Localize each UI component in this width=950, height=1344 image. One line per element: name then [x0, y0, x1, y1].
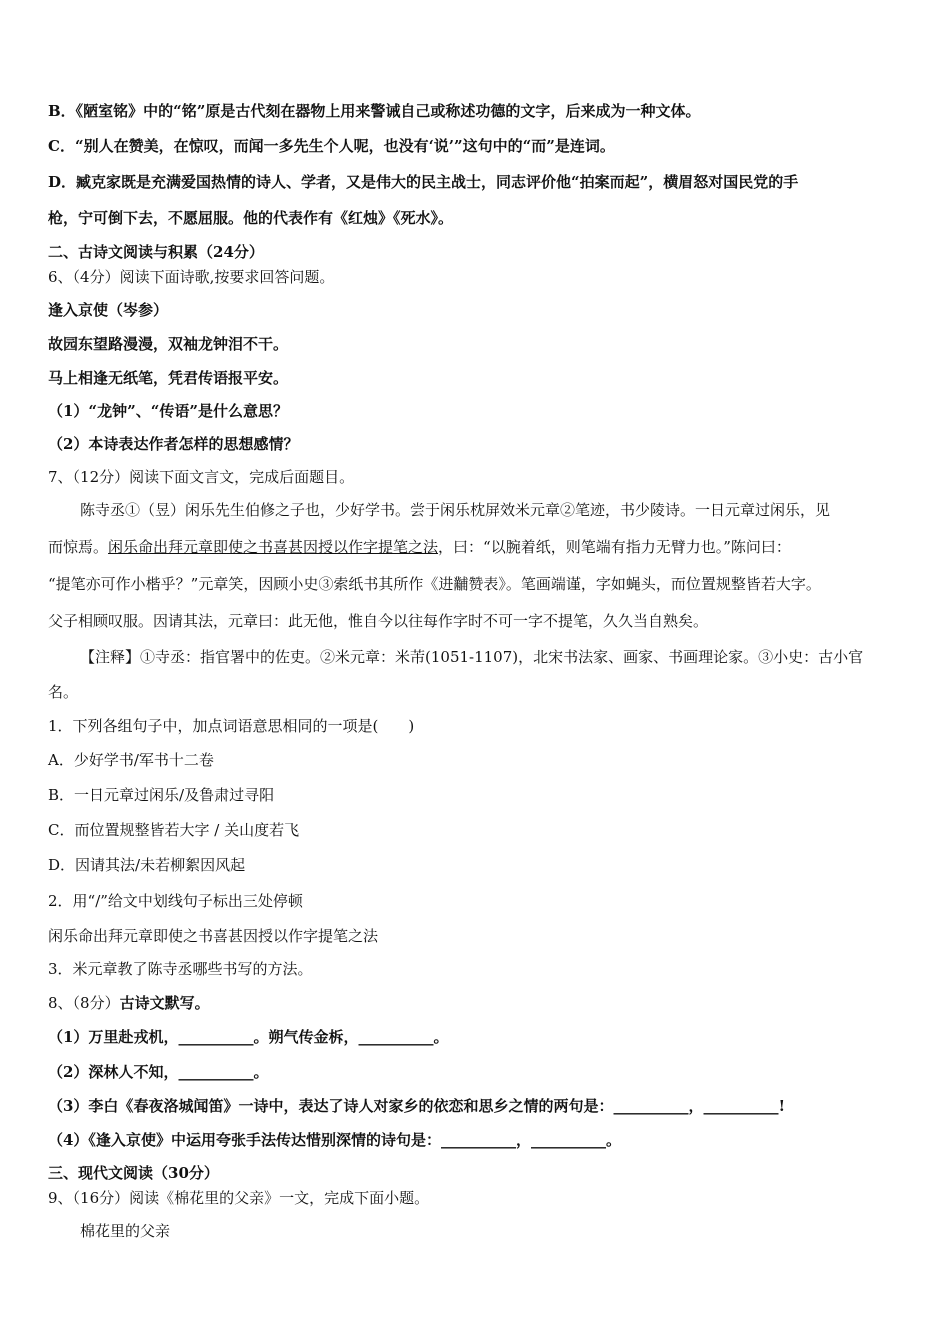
underlined-sentence: 闲乐命出拜元章即使之书喜甚因授以作字提笔之法 [108, 538, 439, 556]
q6-stem: 6、（4分）阅读下面诗歌,按要求回答问题。 [48, 268, 335, 286]
passage-line2-pre: 而惊焉。 [48, 538, 109, 556]
passage-line3: “提笔亦可作小楷乎？”元章笑，因顾小史③索纸书其所作《进黼赞表》。笔画端谨，字如蝇头，而位置规整皆若大字。 [48, 575, 821, 593]
q7-stem: 7、（12分）阅读下面文言文，完成后面题目。 [48, 468, 355, 486]
q7-sub1-option-d: D．因请其法/未若柳絮因风起 [48, 856, 246, 874]
q7-sub1-option-b: B．一日元章过闲乐/及鲁肃过寻阳 [48, 786, 275, 804]
q8-item2: （2）深林人不知，__________。 [48, 1063, 269, 1081]
poem-line1: 故园东望路漫漫，双袖龙钟泪不干。 [48, 335, 289, 353]
q7-sub1: 1．下列各组句子中，加点词语意思相同的一项是( ) [48, 717, 415, 735]
option-d-line2: 枪，宁可倒下去，不愿屈服。他的代表作有《红烛》《死水》。 [48, 209, 454, 227]
q9-stem: 9、（16分）阅读《棉花里的父亲》一文，完成下面小题。 [48, 1189, 430, 1207]
q6-sub2: （2）本诗表达作者怎样的思想感情？ [48, 435, 299, 453]
section3-title: 三、现代文阅读（30分） [48, 1164, 219, 1182]
q8-stem [48, 993, 910, 1013]
q7-sub3: 3．米元章教了陈寺丞哪些书写的方法。 [48, 960, 313, 978]
option-d-line1: D．臧克家既是充满爱国热情的诗人、学者，又是伟大的民主战士，同志评价他“拍案而起”，横眉怒对国民党的手 [48, 173, 799, 191]
q6-sub1: （1）“龙钟”、“传语”是什么意思？ [48, 402, 288, 420]
option-b: B．《陋室铭》中的“铭”原是古代刻在器物上用来警诫自己或称述功德的文字，后来成为一种文体。 [48, 102, 701, 120]
q8-item4: （4）《逢入京使》中运用夸张手法传达惜别深情的诗句是：__________，__________。 [48, 1131, 621, 1149]
q7-sub2-text: 闲乐命出拜元章即使之书喜甚因授以作字提笔之法 [48, 927, 379, 945]
notes-line1: 【注释】①寺丞：指官署中的佐吏。②米元章：米芾(1051-1107)，北宋书法家、画家、书画理论家。③小史：古小官 [80, 648, 864, 666]
passage-line1: 陈寺丞①（昱）闲乐先生伯修之子也，少好学书。尝于闲乐枕屏效米元章②笔迹，书少陵诗。一日元章过闲乐，见 [80, 501, 831, 519]
q7-sub1-option-c: C．而位置规整皆若大字 / 关山度若飞 [48, 821, 300, 839]
q8-item1: （1）万里赴戎机，__________。朔气传金柝，__________。 [48, 1028, 449, 1046]
article-title: 棉花里的父亲 [80, 1222, 171, 1240]
q7-sub2: 2．用“/”给文中划线句子标出三处停顿 [48, 892, 303, 910]
q7-sub1-option-a: A．少好学书/军书十二卷 [48, 751, 214, 769]
option-c: C．“别人在赞美，在惊叹，而闻一多先生个人呢，也没有‘说’”这句中的“而”是连词。 [48, 137, 615, 155]
q8-item3: （3）李白《春夜洛城闻笛》一诗中，表达了诗人对家乡的依恋和思乡之情的两句是：__________，__________! [48, 1097, 786, 1115]
passage-line2 [48, 537, 910, 557]
passage-line2-post: ，曰：“以腕着纸，则笔端有指力无臂力也。”陈问曰： [438, 538, 791, 556]
section2-title: 二、古诗文阅读与积累（24分） [48, 243, 264, 261]
poem-line2: 马上相逢无纸笔，凭君传语报平安。 [48, 369, 289, 387]
q8-stem-title: 古诗文默写。 [119, 994, 210, 1012]
poem-title: 逢入京使（岑参） [48, 301, 169, 319]
q8-stem-prefix: 8、（8分） [48, 994, 120, 1012]
passage-line4: 父子相顾叹服。因请其法，元章曰：此无他，惟自今以往每作字时不可一字不提笔，久久当自熟矣。 [48, 612, 709, 630]
notes-line2: 名。 [48, 683, 79, 701]
